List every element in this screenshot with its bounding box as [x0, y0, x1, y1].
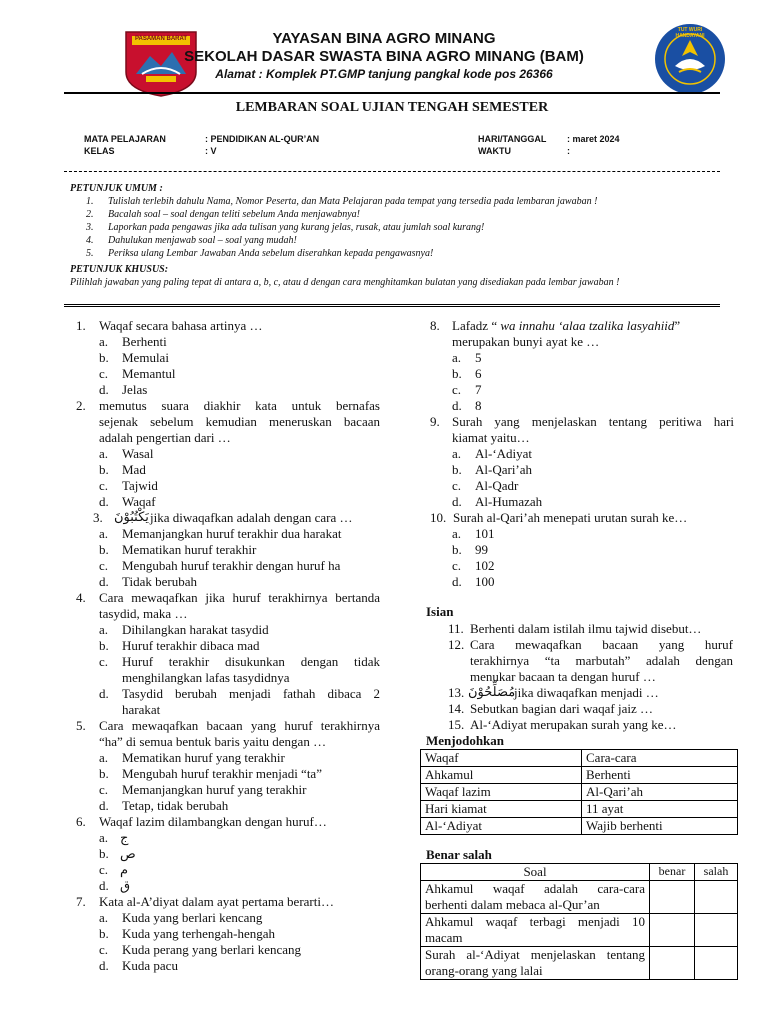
question-text: Waqaf lazim dilambangkan dengan huruf…	[99, 814, 327, 829]
question-number: 6.	[76, 814, 86, 829]
option-letter: c.	[452, 558, 462, 573]
option-letter: a.	[99, 526, 109, 541]
option-text: Dihilangkan harakat tasydid	[122, 622, 269, 637]
question-text-suffix: ”	[674, 318, 681, 333]
general-item: Periksa ulang Lembar Jawaban Anda sebelum diserahkan kepada pengawasnya!	[108, 248, 434, 259]
question-number: 9.	[430, 414, 440, 429]
option-text: Memanjangkan huruf terakhir dua harakat	[122, 526, 342, 541]
table-row	[421, 914, 738, 947]
question-number: 5.	[76, 718, 86, 733]
general-number: 5.	[86, 248, 94, 259]
isian-question: menukar bacaan ta dengan huruf …	[470, 669, 656, 684]
option-text: Wasal	[122, 446, 154, 461]
table-row	[421, 767, 738, 784]
matching-right-cell: Al-Qari’ah	[582, 784, 738, 801]
option-letter: b.	[99, 350, 109, 365]
sheet-title: LEMBARAN SOAL UJIAN TENGAH SEMESTER	[235, 100, 549, 115]
isian-number: 12.	[448, 637, 465, 652]
option-letter: a.	[99, 910, 109, 925]
isian-question: terakhirnya “ta marbutah” adalah dengan	[470, 653, 733, 668]
option-text: 8	[475, 398, 482, 413]
option-text: 99	[475, 542, 488, 557]
question-text-prefix: Lafadz “	[452, 318, 498, 333]
statement-cell	[421, 947, 650, 980]
true-false-table	[420, 863, 738, 980]
option-letter: a.	[452, 350, 462, 365]
benar-answer-cell[interactable]	[650, 881, 695, 914]
option-letter: d.	[452, 398, 462, 413]
option-text: 100	[475, 574, 495, 589]
matching-right-cell: Cara-cara	[582, 750, 738, 767]
option-letter: d.	[99, 494, 109, 509]
table-row	[421, 801, 738, 818]
true-false-title: Benar salah	[426, 847, 492, 862]
day-value: : maret 2024	[567, 134, 620, 144]
option-text: 102	[475, 558, 495, 573]
matching-title: Menjodohkan	[426, 733, 505, 748]
option-text: Al-Qari’ah	[475, 462, 533, 477]
option-letter: c.	[452, 382, 462, 397]
option-text: Kuda pacu	[122, 958, 178, 973]
question-number: 3.	[93, 510, 103, 525]
statement-line: Ahkamul waqaf adalah cara-cara	[425, 881, 645, 896]
option-letter: c.	[99, 782, 109, 797]
header-rule	[64, 92, 720, 94]
option-text: harakat	[122, 702, 161, 717]
arabic-word: يَكْتُبُوْنَ	[114, 509, 149, 524]
benar-answer-cell[interactable]	[650, 914, 695, 947]
right-logo-text: TUT WURI HANDAYANI	[675, 27, 705, 39]
option-letter: d.	[99, 958, 109, 973]
option-letter: b.	[99, 926, 109, 941]
salah-answer-cell[interactable]	[695, 914, 738, 947]
option-letter: a.	[452, 446, 462, 461]
option-letter: c.	[99, 366, 109, 381]
general-item: Bacalah soal – soal dengan teliti sebelum Anda menjawabnya!	[108, 209, 361, 220]
matching-right-cell: 11 ayat	[582, 801, 738, 818]
question-number: 4.	[76, 590, 86, 605]
subject-value: : PENDIDIKAN AL-QUR’AN	[205, 134, 320, 144]
option-letter: c.	[99, 478, 109, 493]
matching-left-cell: Hari kiamat	[421, 801, 582, 818]
isian-question: Sebutkan bagian dari waqaf jaiz …	[470, 701, 654, 716]
arabic-letter-option: ص	[120, 846, 136, 861]
option-letter: d.	[452, 494, 462, 509]
option-text: Tasydid berubah menjadi fathah dibaca 2	[122, 686, 380, 701]
table-row	[421, 750, 738, 767]
option-text: 101	[475, 526, 495, 541]
option-text: Memantul	[122, 366, 176, 381]
statement-line: macam	[425, 930, 463, 945]
isian-number: 15.	[448, 717, 465, 732]
option-text: Tajwid	[122, 478, 158, 493]
general-item: Tulislah terlebih dahulu Nama, Nomor Peserta, dan Mata Pelajaran pada tempat yang tersedia pada lembaran jawaban !	[108, 196, 598, 207]
general-number: 3.	[86, 222, 94, 233]
general-number: 2.	[86, 209, 94, 220]
option-letter: d.	[99, 686, 109, 701]
option-text: Mematikan huruf terakhir	[122, 542, 257, 557]
table-row	[421, 784, 738, 801]
question-text: Waqaf secara bahasa artinya …	[99, 318, 263, 333]
instructions-rule	[64, 304, 720, 307]
isian-question: jika diwaqafkan menjadi …	[514, 685, 659, 700]
question-text: “ha” di semua bentuk baris yaitu dengan …	[99, 734, 327, 749]
option-letter: d.	[99, 798, 109, 813]
matching-right-cell: Wajib berhenti	[582, 818, 738, 835]
question-text: Surah al-Qari’ah menepati urutan surah ke…	[453, 510, 688, 525]
statement-cell	[421, 914, 650, 947]
arabic-letter-option: ق	[120, 878, 131, 893]
option-text: Huruf terakhir dibaca mad	[122, 638, 260, 653]
benar-answer-cell[interactable]	[650, 947, 695, 980]
matching-left-cell: Waqaf lazim	[421, 784, 582, 801]
header-soal: Soal	[421, 864, 650, 881]
question-number: 10.	[430, 510, 447, 525]
option-letter: a.	[452, 526, 462, 541]
table-row	[421, 818, 738, 835]
option-letter: b.	[99, 462, 109, 477]
general-item: Dahulukan menjawab soal – soal yang mudah!	[108, 235, 297, 246]
school-name: SEKOLAH DASAR SWASTA BINA AGRO MINANG (BAM)	[184, 48, 584, 65]
question-number: 1.	[76, 318, 86, 333]
transliteration: wa innahu ‘alaa tzalika lasyahiid	[500, 318, 675, 333]
class-value: : V	[205, 146, 217, 156]
general-instructions-title: PETUNJUK UMUM :	[70, 183, 163, 194]
question-text: Surah yang menjelaskan tentang peritiwa hari	[452, 414, 734, 429]
matching-left-cell: Waqaf	[421, 750, 582, 767]
class-label: KELAS	[84, 146, 115, 156]
option-text: Mad	[122, 462, 146, 477]
salah-answer-cell[interactable]	[695, 881, 738, 914]
isian-question: Berhenti dalam istilah ilmu tajwid disebut…	[470, 621, 702, 636]
isian-number: 11.	[448, 621, 464, 636]
option-text: 6	[475, 366, 482, 381]
question-number: 8.	[430, 318, 440, 333]
option-letter: b.	[99, 542, 109, 557]
option-text: Huruf terakhir disukunkan dengan tidak	[122, 654, 380, 669]
salah-answer-cell[interactable]	[695, 947, 738, 980]
option-text: Berhenti	[122, 334, 167, 349]
option-letter: b.	[99, 846, 109, 861]
question-text: sejenak sebelum kemudian meneruskan bacaan	[99, 414, 380, 429]
option-letter: b.	[99, 638, 109, 653]
question-text: kiamat yaitu…	[452, 430, 530, 445]
option-text: Memanjangkan huruf yang terakhir	[122, 782, 307, 797]
day-label: HARI/TANGGAL	[478, 134, 547, 144]
option-text: Jelas	[122, 382, 148, 397]
isian-question: Al-‘Adiyat merupakan surah yang ke…	[470, 717, 677, 732]
statement-line: Surah al-‘Adiyat menjelaskan tentang	[425, 947, 645, 962]
matching-right-cell: Berhenti	[582, 767, 738, 784]
option-letter: a.	[99, 750, 109, 765]
option-letter: d.	[452, 574, 462, 589]
matching-left-cell: Al-‘Adiyat	[421, 818, 582, 835]
general-number: 1.	[86, 196, 94, 207]
option-text: menghilangkan lafas tasydidnya	[122, 670, 290, 685]
table-row	[421, 947, 738, 980]
arabic-word: مُصَلِّحُوْنَ	[468, 684, 516, 699]
statement-line: Ahkamul waqaf terbagi menjadi 10	[425, 914, 645, 929]
option-letter: b.	[452, 366, 462, 381]
option-letter: a.	[99, 622, 109, 637]
option-text: Mematikan huruf yang terakhir	[122, 750, 285, 765]
info-rule	[64, 171, 720, 172]
option-letter: c.	[99, 654, 109, 669]
question-text: jika diwaqafkan adalah dengan cara …	[150, 510, 353, 525]
left-logo-text: PASAMAN BARAT	[134, 36, 188, 42]
option-letter: d.	[99, 382, 109, 397]
isian-number: 13.	[448, 685, 465, 700]
question-text	[452, 318, 734, 334]
option-text: Mengubah huruf terakhir menjadi “ta”	[122, 766, 322, 781]
statement-line: berhenti dalam mebaca al-Qur’an	[425, 897, 600, 912]
subject-label: MATA PELAJARAN	[84, 134, 166, 144]
question-text: adalah pengertian dari …	[99, 430, 231, 445]
option-text: Tetap, tidak berubah	[122, 798, 229, 813]
option-letter: c.	[99, 558, 109, 573]
option-text: Al-Qadr	[475, 478, 519, 493]
question-number: 2.	[76, 398, 86, 413]
special-instructions-text: Pilihlah jawaban yang paling tepat di antara a, b, c, atau d dengan cara menghitamkan bulatan yang disediakan pada lembar jawaban !	[70, 277, 620, 288]
option-letter: a.	[99, 830, 109, 845]
foundation-name: YAYASAN BINA AGRO MINANG	[272, 30, 496, 47]
option-letter: b.	[99, 766, 109, 781]
matching-table	[420, 749, 738, 835]
general-item: Laporkan pada pengawas jika ada tulisan yang kurang jelas, rusak, atau jumlah soal kurang!	[108, 222, 485, 233]
option-letter: c.	[99, 942, 109, 957]
matching-left-cell: Ahkamul	[421, 767, 582, 784]
option-text: Waqaf	[122, 494, 156, 509]
arabic-letter-option: ج	[120, 830, 129, 845]
option-text: Tidak berubah	[122, 574, 197, 589]
option-letter: a.	[99, 334, 109, 349]
question-text: tasydid, maka …	[99, 606, 188, 621]
isian-title: Isian	[426, 604, 454, 619]
table-row	[421, 881, 738, 914]
isian-question: Cara mewaqafkan bacaan yang huruf	[470, 637, 733, 652]
time-value: :	[567, 146, 570, 156]
school-address: Alamat : Komplek PT.GMP tanjung pangkal kode pos 26366	[215, 67, 553, 81]
question-text: Kata al-A’diyat dalam ayat pertama berarti…	[99, 894, 334, 909]
option-text: Kuda yang terhengah-hengah	[122, 926, 276, 941]
arabic-letter-option: م	[120, 862, 129, 877]
question-text: Cara mewaqafkan jika huruf terakhirnya bertanda	[99, 590, 380, 605]
option-text: Mengubah huruf terakhir dengan huruf ha	[122, 558, 341, 573]
option-text: Al-Humazah	[475, 494, 543, 509]
header-salah: salah	[695, 864, 738, 881]
option-letter: c.	[452, 478, 462, 493]
question-text: memutus suara diakhir kata untuk bernafas	[99, 398, 380, 413]
option-letter: b.	[452, 542, 462, 557]
tut-wuri-handayani-logo	[653, 22, 727, 96]
question-text: merupakan bunyi ayat ke …	[452, 334, 600, 349]
option-letter: a.	[99, 446, 109, 461]
question-number: 7.	[76, 894, 86, 909]
option-text: Al-‘Adiyat	[475, 446, 533, 461]
isian-number: 14.	[448, 701, 465, 716]
option-text: 5	[475, 350, 482, 365]
general-number: 4.	[86, 235, 94, 246]
option-text: Kuda yang berlari kencang	[122, 910, 263, 925]
option-letter: c.	[99, 862, 109, 877]
table-header-row	[421, 864, 738, 881]
statement-cell	[421, 881, 650, 914]
option-text: 7	[475, 382, 482, 397]
option-letter: b.	[452, 462, 462, 477]
header-benar: benar	[650, 864, 695, 881]
option-letter: d.	[99, 878, 109, 893]
special-instructions-title: PETUNJUK KHUSUS:	[70, 264, 169, 275]
time-label: WAKTU	[478, 146, 511, 156]
statement-line: orang-orang yang lalai	[425, 963, 543, 978]
option-text: Kuda perang yang berlari kencang	[122, 942, 302, 957]
option-text: Memulai	[122, 350, 169, 365]
option-letter: d.	[99, 574, 109, 589]
question-text: Cara mewaqafkan bacaan yang huruf terakhirnya	[99, 718, 380, 733]
